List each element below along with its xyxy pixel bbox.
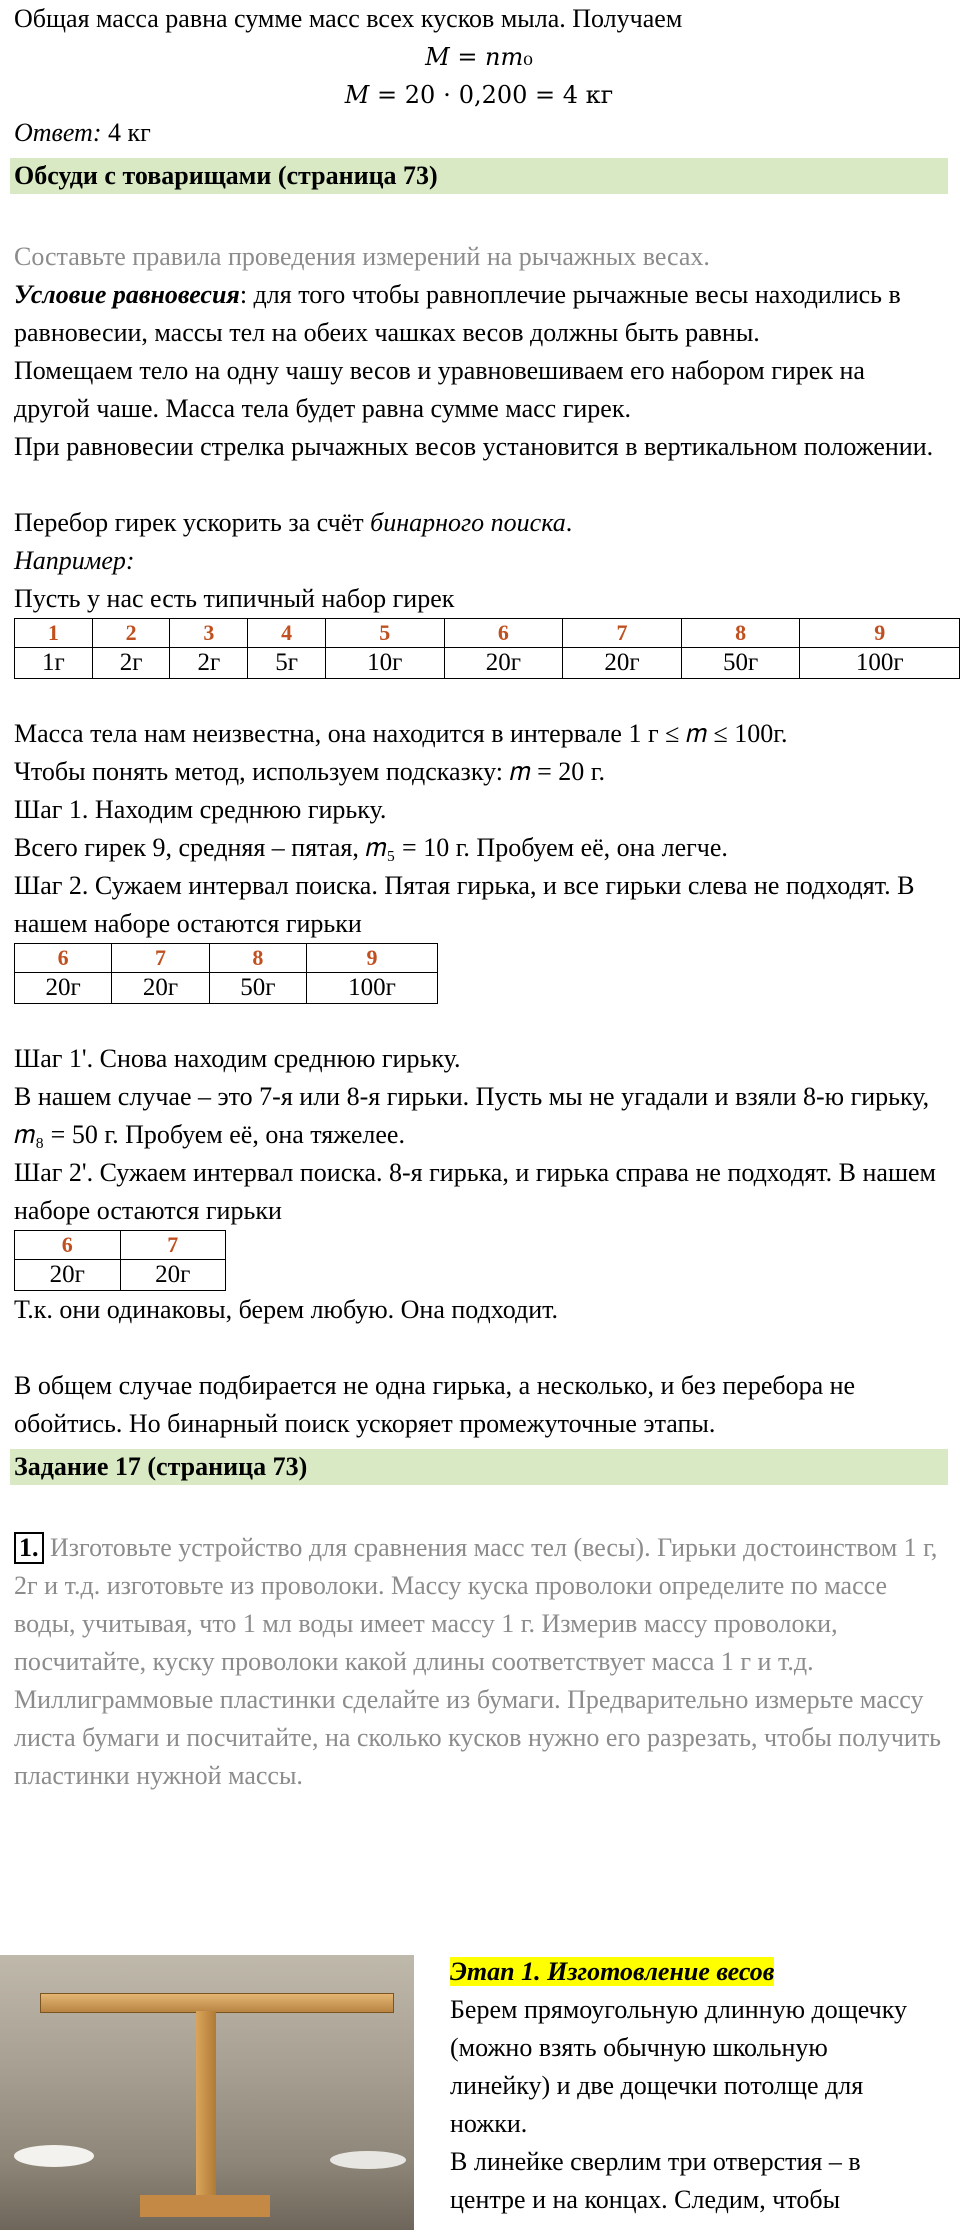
answer-line <box>14 114 944 152</box>
table-cell: 2г <box>170 648 248 679</box>
table-row <box>15 944 438 973</box>
weights-table-full <box>14 618 960 679</box>
table-row <box>15 619 960 648</box>
table-cell: 50г <box>209 973 306 1004</box>
table-cell: 7 <box>120 1231 226 1260</box>
table-cell: 2г <box>92 648 170 679</box>
example-label: Например: <box>14 546 135 575</box>
paragraph-general-case: В общем случае подбирается не одна гирька, а несколько, и без перебора не обойтись. Но бинарный поиск ускоряет промежуточные этапы. <box>14 1371 856 1438</box>
table-cell: 6 <box>444 619 563 648</box>
section-heading-task17: Задание 17 (страница 73) <box>10 1449 948 1485</box>
table-cell: 50г <box>681 648 800 679</box>
table-cell: 9 <box>800 619 960 648</box>
stage-title: Этап 1. Изготовление весов <box>450 1957 775 1986</box>
photo-right-plate <box>330 2151 406 2169</box>
table-row <box>15 1260 226 1291</box>
table-cell: 100г <box>800 648 960 679</box>
equilibrium-text: : для того чтобы равноплечие рычажные весы находились в равновесии, массы тел на обеих чашках весов должны быть равны. <box>14 280 901 347</box>
paragraph-step2-prime: Шаг 2'. Сужаем интервал поиска. 8-я гирька, и гирька справа не подходят. В нашем наборе остаются гирьки <box>14 1158 936 1225</box>
paragraph-step1-detail: Всего гирек 9, средняя – пятая, 𝑚₅ = 10 г. Пробуем её, она легче. <box>14 833 728 862</box>
table-cell: 20г <box>112 973 209 1004</box>
photo-left-plate <box>14 2145 94 2167</box>
paragraph-weighing: Помещаем тело на одну чашу весов и уравновешиваем его набором гирек на другой чаше. Масса тела будет равна сумме масс гирек. <box>14 356 865 423</box>
paragraph-arrow: При равновесии стрелка рычажных весов установится в вертикальном положении. <box>14 432 934 461</box>
paragraph-hint: Чтобы понять метод, используем подсказку: 𝑚 = 20 г. <box>14 757 605 786</box>
table-cell: 6 <box>15 1231 121 1260</box>
table-cell: 4 <box>248 619 326 648</box>
table-cell: 20г <box>563 648 682 679</box>
table-cell: 20г <box>120 1260 226 1291</box>
table-cell: 20г <box>444 648 563 679</box>
photo-base <box>140 2195 270 2217</box>
formula-calculation: 𝑀 = 20 ⋅ 0,200 = 4 кг <box>344 81 614 109</box>
table-cell: 9 <box>307 944 438 973</box>
table-row <box>15 648 960 679</box>
table-cell: 7 <box>563 619 682 648</box>
table-cell: 6 <box>15 944 112 973</box>
table-cell: 1 <box>15 619 93 648</box>
intro-line: Общая масса равна сумме масс всех кусков мыла. Получаем <box>14 4 683 33</box>
table-cell: 100г <box>307 973 438 1004</box>
paragraph-step1-prime: Шаг 1'. Снова находим среднюю гирьку. <box>14 1044 461 1073</box>
answer-value: 4 кг <box>101 118 151 147</box>
task-text: Изготовьте устройство для сравнения масс тел (весы). Гирьки достоинством 1 г, 2г и т.д. изготовьте из проволоки. Массу куска проволоки определите по массе воды, учитывая, что 1 мл воды имеет массу 1 г. Измерив массу проволоки, посчитайте, куску проволоки какой длины соответствует масса 1 г и т.д. Миллиграммовые пластинки сделайте из бумаги. Предварительно измерьте массу листа бумаги и посчитайте, на сколько кусков нужно его разрезать, чтобы получить пластинки нужной массы. <box>14 1533 942 1790</box>
table-cell: 20г <box>15 1260 121 1291</box>
table-cell: 8 <box>681 619 800 648</box>
paragraph-step1-prime-detail: В нашем случае – это 7-я или 8-я гирьки. Пусть мы не угадали и взяли 8-ю гирьку, 𝑚₈ = 50 г. Пробуем её, она тяжелее. <box>14 1082 930 1149</box>
stage-text: Берем прямоугольную длинную дощечку (можно взять обычную школьную линейку) и две дощечки потолще для ножки. <box>450 1995 907 2138</box>
task-paragraph <box>14 1529 944 1795</box>
table-cell: 20г <box>15 973 112 1004</box>
paragraph-interval: Масса тела нам неизвестна, она находится в интервале 1 г ≤ 𝑚 ≤ 100г. <box>14 719 788 748</box>
photo-beam <box>40 1993 394 2013</box>
answer-label: Ответ: <box>14 118 102 147</box>
paragraph-step1: Шаг 1. Находим среднюю гирьку. <box>14 795 387 824</box>
question-text: Составьте правила проведения измерений на рычажных весах. <box>14 242 710 271</box>
equilibrium-label: Условие равновесия <box>14 280 240 309</box>
table-cell: 5 <box>325 619 444 648</box>
table-row <box>15 973 438 1004</box>
scale-photo <box>0 1955 414 2230</box>
weights-table-step2-prime <box>14 1230 226 1291</box>
binary-search-text-a: Перебор гирек ускорить за счёт <box>14 508 371 537</box>
table-cell: 7 <box>112 944 209 973</box>
paragraph-weight-set: Пусть у нас есть типичный набор гирек <box>14 584 455 613</box>
paragraph-binary-search <box>14 504 944 542</box>
section-heading-discuss: Обсуди с товарищами (страница 73) <box>10 158 948 194</box>
stage-description <box>450 1953 930 2219</box>
task-number-badge: 1. <box>14 1532 44 1564</box>
weights-table-step2 <box>14 943 438 1004</box>
stage-text-2: В линейке сверлим три отверстия – в центре и на концах. Следим, чтобы <box>450 2147 861 2214</box>
table-cell: 5г <box>248 648 326 679</box>
table-row <box>15 1231 226 1260</box>
table-cell: 8 <box>209 944 306 973</box>
formula-mass: 𝑀 = 𝑛𝑚₀ <box>425 43 533 71</box>
table-cell: 2 <box>92 619 170 648</box>
table-cell: 3 <box>170 619 248 648</box>
table-cell: 10г <box>325 648 444 679</box>
paragraph-step2: Шаг 2. Сужаем интервал поиска. Пятая гирька, и все гирьки слева не подходят. В нашем наборе остаются гирьки <box>14 871 915 938</box>
paragraph-conclusion: Т.к. они одинаковы, берем любую. Она подходит. <box>14 1295 559 1324</box>
table-cell: 1г <box>15 648 93 679</box>
binary-search-term: бинарного поиска <box>370 508 566 537</box>
equilibrium-paragraph <box>14 276 944 352</box>
photo-post <box>196 2011 216 2201</box>
binary-search-text-c: . <box>565 508 573 537</box>
document-page <box>14 0 944 1795</box>
